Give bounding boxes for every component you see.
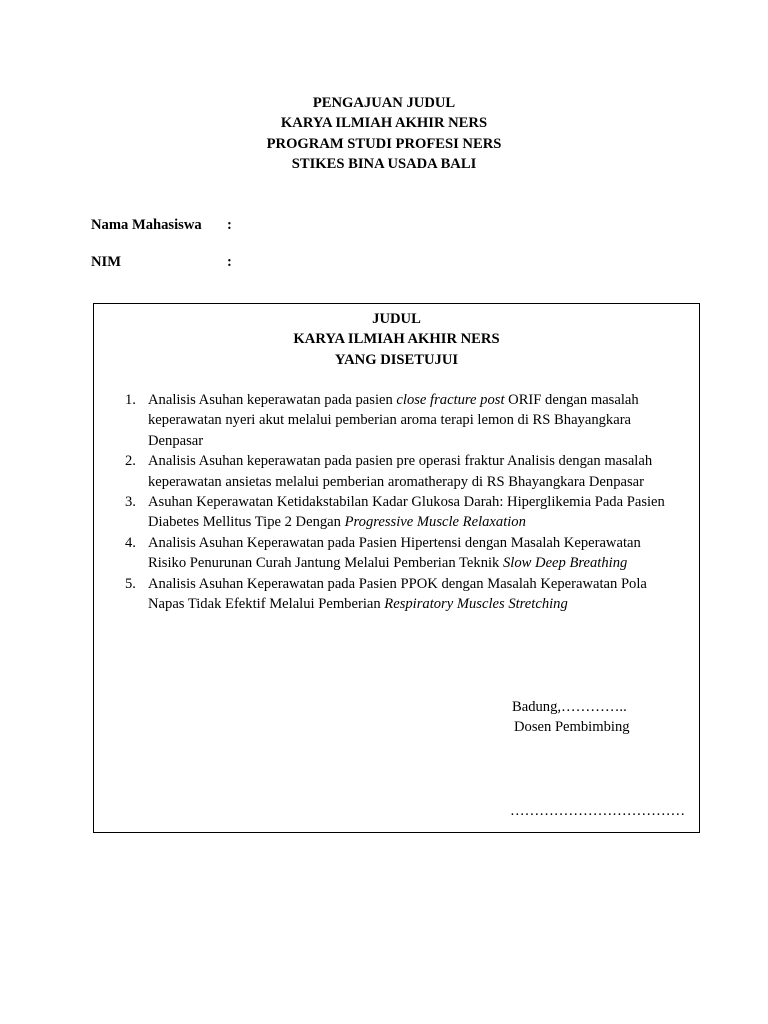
- list-item-italic: Respiratory Muscles Stretching: [384, 596, 568, 613]
- box-title-line-1: JUDUL: [372, 311, 421, 327]
- student-id-label: NIM: [91, 254, 121, 270]
- signature-block: [512, 697, 630, 738]
- list-item: [94, 533, 699, 574]
- list-item-text: Asuhan Keperawatan Ketidakstabilan Kadar Glukosa Darah: Hiperglikemia Pada Pasien Diabetes Mellitus Tipe 2 Dengan: [148, 494, 665, 531]
- list-item-number: 2.: [125, 453, 136, 470]
- list-item-text: Analisis Asuhan Keperawatan pada Pasien Hipertensi dengan Masalah Keperawatan Risiko Penurunan Curah Jantung Melalui Pemberian Teknik: [148, 534, 641, 572]
- list-item-text: Analisis Asuhan Keperawatan pada Pasien PPOK dengan Masalah Keperawatan Pola Napas Tidak Efektif Melalui Pemberian: [148, 575, 647, 613]
- student-name-label: Nama Mahasiswa: [91, 217, 202, 233]
- student-id-field: [91, 252, 232, 272]
- student-id-colon: :: [227, 254, 232, 270]
- signature-line: ………………………………: [510, 803, 686, 819]
- list-item-italic: Slow Deep Breathing: [503, 555, 628, 572]
- signer-role: Dosen Pembimbing: [514, 719, 630, 736]
- list-item-text: ORIF dengan masalah keperawatan nyeri akut melalui pemberian aroma terapi lemon di RS Bhayangkara Denpasar: [148, 392, 639, 449]
- list-item-number: 5.: [125, 575, 136, 592]
- list-item-text: Analisis Asuhan keperawatan pada pasien pre operasi fraktur Analisis dengan masalah keperawatan ansietas melalui pemberian aromatherapy di RS Bhayangkara Denpasar: [148, 453, 653, 490]
- title-list: [94, 390, 699, 614]
- list-item-number: 4.: [125, 534, 136, 551]
- place-date: Badung,…………..: [512, 699, 627, 715]
- box-title-line-3: YANG DISETUJUI: [334, 351, 459, 368]
- approved-titles-box: [93, 303, 700, 833]
- list-item-number: 1.: [125, 392, 136, 408]
- header-line-3: PROGRAM STUDI PROFESI NERS: [266, 135, 502, 152]
- student-name-colon: :: [227, 217, 232, 233]
- header-line-1: PENGAJUAN JUDUL: [312, 95, 456, 111]
- list-item: [94, 574, 699, 615]
- box-title: [94, 309, 699, 370]
- list-item-italic: Progressive Muscle Relaxation: [344, 514, 526, 531]
- list-item-text: Analisis Asuhan keperawatan pada pasien: [148, 392, 397, 408]
- document-header: [0, 93, 768, 174]
- list-item: [94, 390, 699, 451]
- header-line-2: KARYA ILMIAH AKHIR NERS: [280, 115, 488, 132]
- list-item-number: 3.: [125, 494, 136, 511]
- list-item: [94, 492, 699, 533]
- box-title-line-2: KARYA ILMIAH AKHIR NERS: [293, 331, 500, 348]
- list-item: [94, 451, 699, 492]
- list-item-italic: close fracture post: [396, 392, 505, 408]
- student-name-field: [91, 215, 232, 235]
- header-line-4: STIKES BINA USADA BALI: [291, 155, 477, 172]
